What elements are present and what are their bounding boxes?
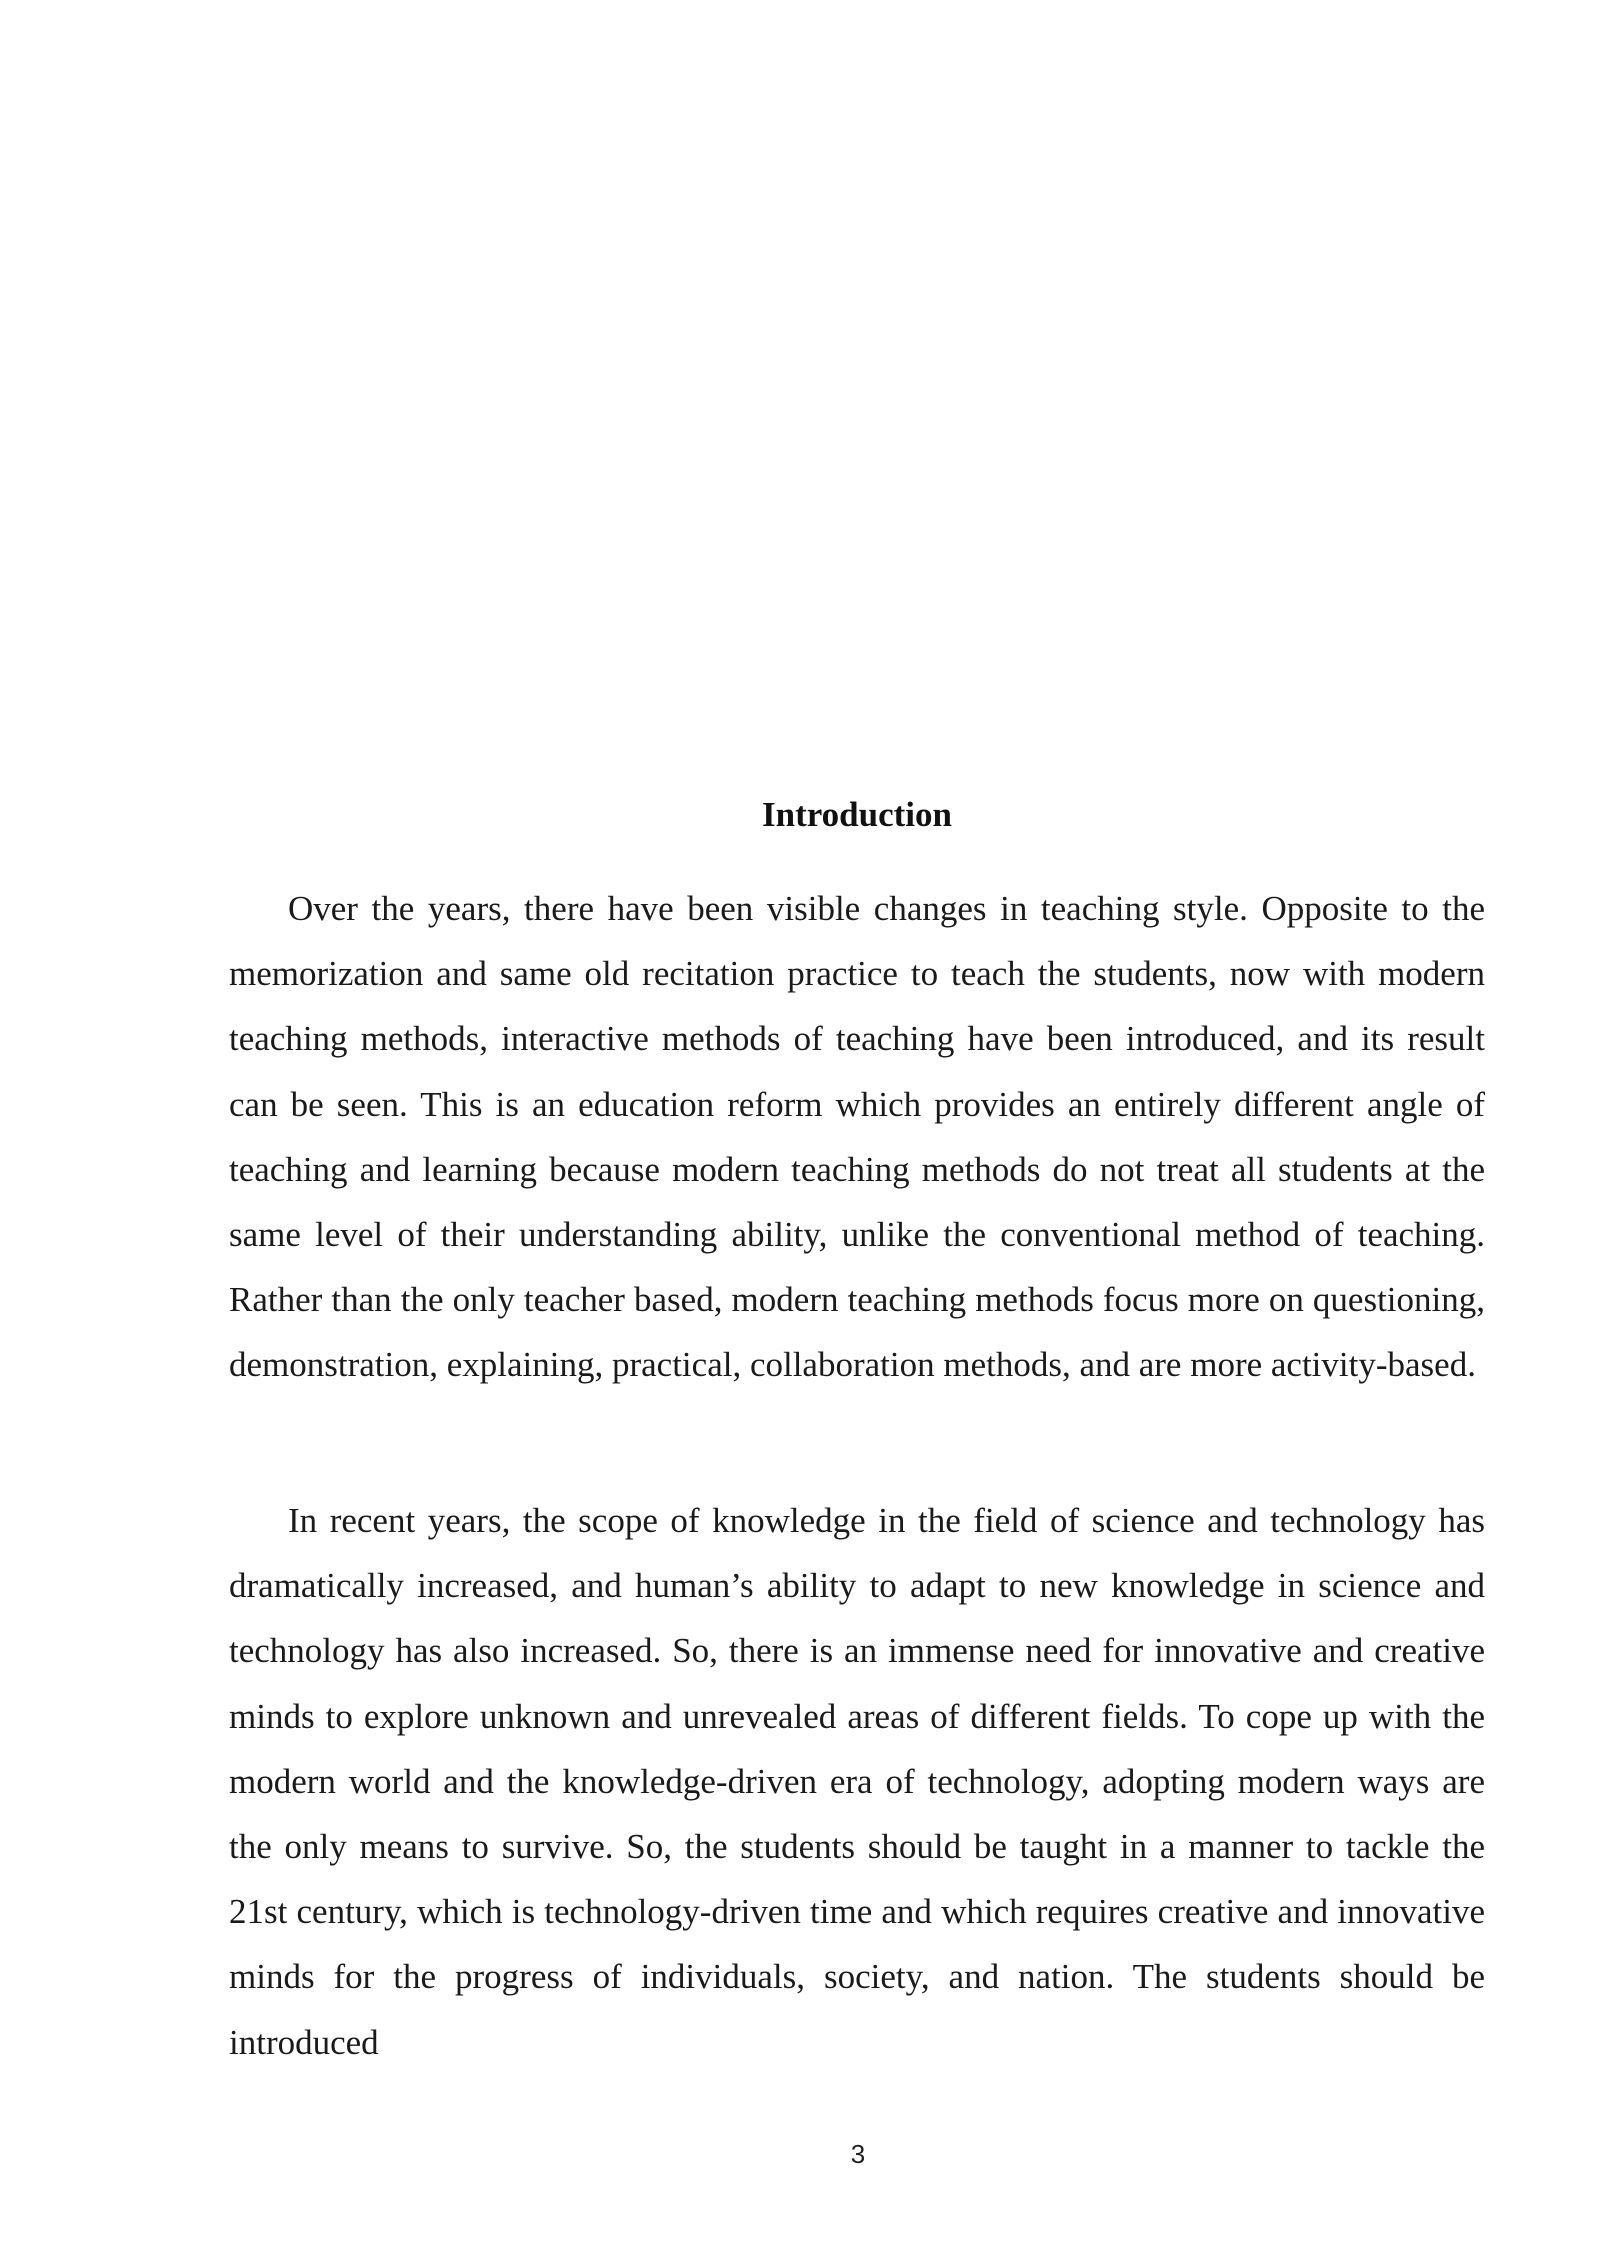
paragraph-1: Over the years, there have been visible changes in teaching style. Opposite to the memorization and same old recitation practice to teach the students, now with modern teaching methods, interactive methods of teaching have been introduced, and its result can be seen. This is an education reform which provides an entirely different angle of teaching and learning because modern teaching methods do not treat all students at the same level of their understanding ability, unlike the conventional method of teaching. Rather than the only teacher based, modern teaching methods focus more on questioning, demonstration, explaining, practical, collaboration methods, and are more activity-based. xyxy=(229,889,1485,1385)
paragraph-2: In recent years, the scope of knowledge in the field of science and technology has dramatically increased, and human’s ability to adapt to new knowledge in science and technology has also increased. So, there is an immense need for innovative and creative minds to explore unknown and unrevealed areas of different fields. To cope up with the modern world and the knowledge-driven era of technology, adopting modern ways are the only means to survive. So, the students should be taught in a manner to tackle the 21st century, which is technology-driven time and which requires creative and innovative minds for the progress of individuals, society, and nation. The students should be introduced xyxy=(229,1501,1485,2062)
page-number: 3 xyxy=(850,2139,866,2169)
section-heading: Introduction xyxy=(762,795,952,834)
